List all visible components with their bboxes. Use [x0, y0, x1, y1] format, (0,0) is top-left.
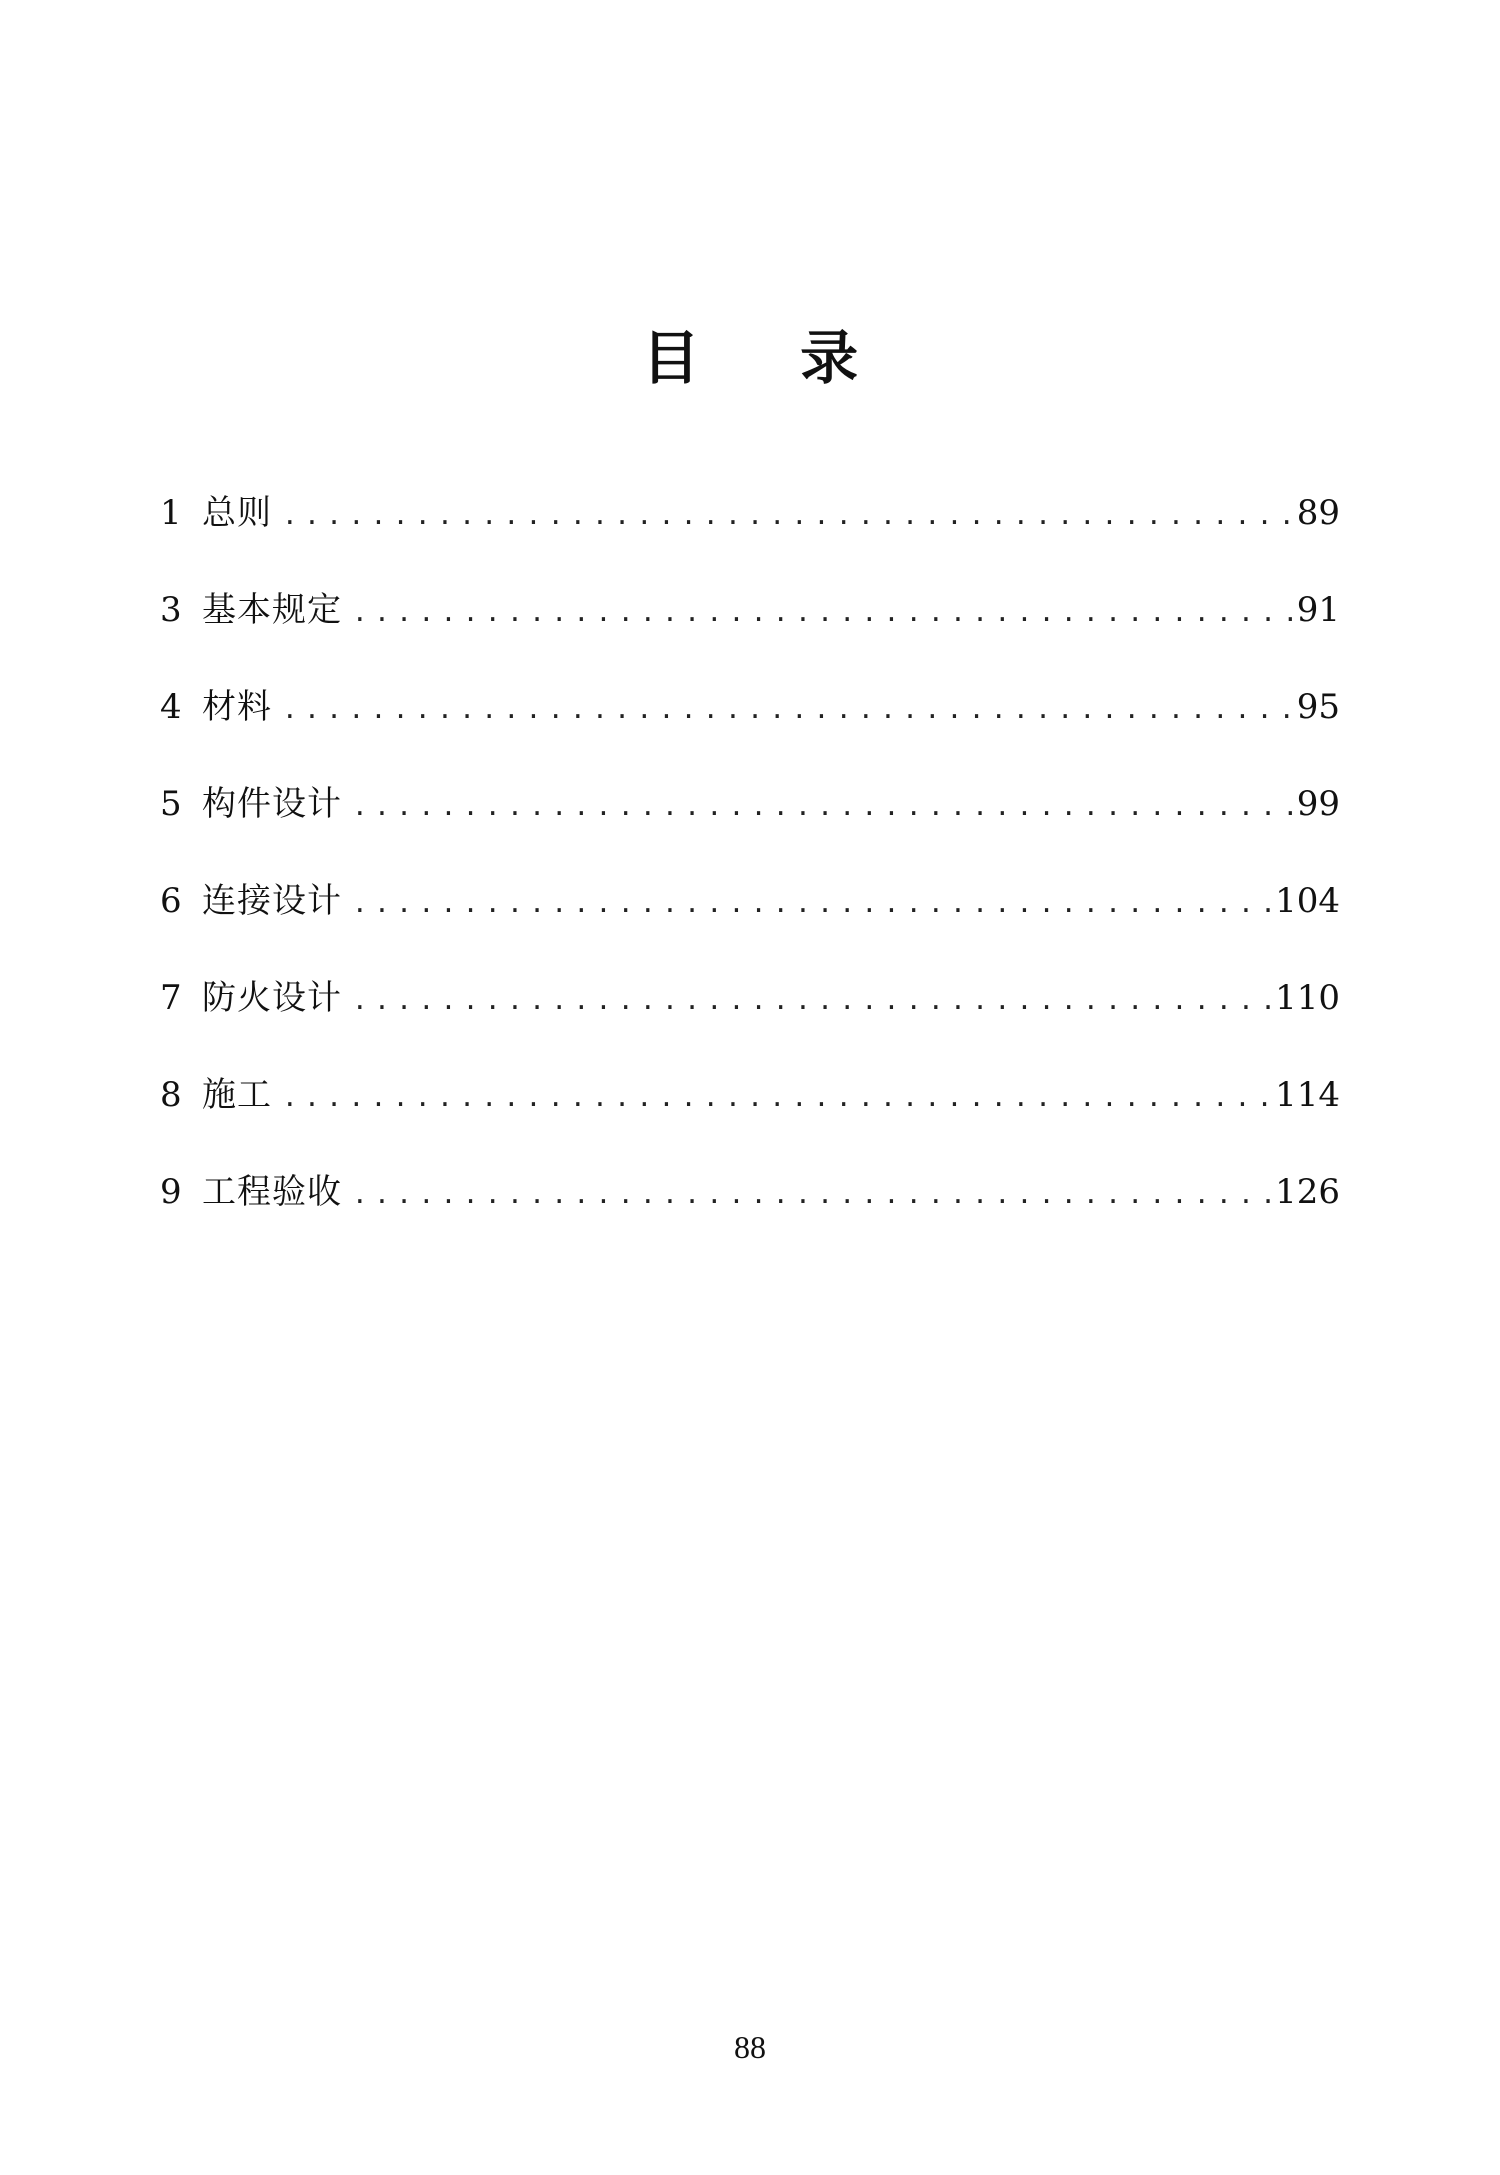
dot-leader: [352, 1165, 1271, 1225]
toc-entry-number: 8: [160, 1075, 182, 1115]
toc-entry-label: 工程验收: [202, 1172, 342, 1212]
toc-entry-page: 89: [1296, 493, 1340, 533]
dot-leader: [352, 583, 1293, 643]
dot-leader: [282, 486, 1293, 546]
dot-leader: [282, 1068, 1271, 1128]
toc-entry-number: 3: [160, 590, 182, 630]
toc-entry-page: 99: [1296, 784, 1340, 824]
toc-entry-number: 1: [160, 493, 182, 533]
toc-entry[interactable]: [160, 1065, 1340, 1162]
dot-leader: [352, 777, 1293, 837]
toc-entry-page: 91: [1296, 590, 1340, 630]
toc-entry-number: 6: [160, 881, 182, 921]
toc-entry-label: 材料: [202, 687, 272, 727]
toc-entry-page: 104: [1275, 881, 1340, 921]
toc-entry-page: 114: [1275, 1075, 1340, 1115]
table-of-contents: [160, 483, 1340, 1259]
toc-entry-label: 总则: [202, 493, 272, 533]
toc-entry-label: 施工: [202, 1075, 272, 1115]
toc-entry-number: 7: [160, 978, 182, 1018]
toc-entry-number: 9: [160, 1172, 182, 1212]
toc-entry[interactable]: [160, 483, 1340, 580]
toc-entry-label: 构件设计: [202, 784, 342, 824]
toc-entry-label: 连接设计: [202, 881, 342, 921]
toc-entry[interactable]: [160, 677, 1340, 774]
toc-entry[interactable]: [160, 871, 1340, 968]
toc-entry[interactable]: [160, 580, 1340, 677]
page-title: 目 录: [641, 324, 899, 392]
toc-entry-label: 防火设计: [202, 978, 342, 1018]
toc-entry[interactable]: [160, 968, 1340, 1065]
toc-entry-page: 126: [1275, 1172, 1340, 1212]
page-number: 88: [734, 2029, 766, 2065]
toc-entry-label: 基本规定: [202, 590, 342, 630]
dot-leader: [352, 874, 1271, 934]
toc-entry-page: 110: [1275, 978, 1340, 1018]
toc-entry-number: 5: [160, 784, 182, 824]
toc-entry[interactable]: [160, 1162, 1340, 1259]
toc-entry-number: 4: [160, 687, 182, 727]
toc-entry[interactable]: [160, 774, 1340, 871]
dot-leader: [282, 680, 1293, 740]
toc-entry-page: 95: [1296, 687, 1340, 727]
dot-leader: [352, 971, 1271, 1031]
